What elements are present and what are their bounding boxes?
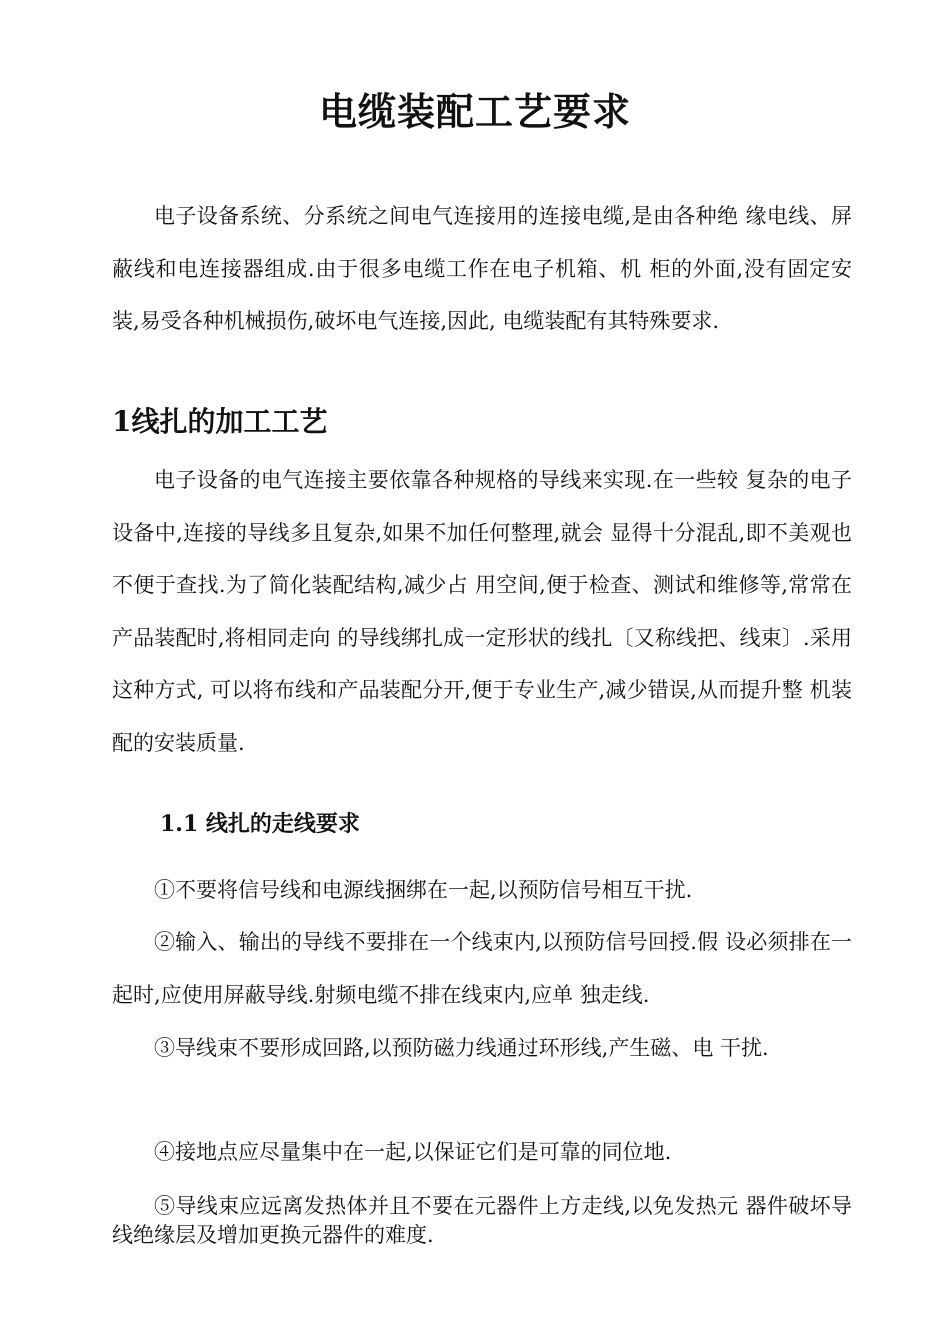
requirement-item-2: ②输入、输出的导线不要排在一个线束内,以预防信号回授.假 设必须排在一起时,应使用屏蔽导线.射频电缆不排在线束内,应单 独走线.	[112, 930, 852, 1007]
requirement-item-1: ①不要将信号线和电源线捆绑在一起,以预防信号相互干扰.	[154, 878, 693, 902]
requirement-item-5: ⑤导线束应远离发热体并且不要在元器件上方走线,以免发热元 器件破坏导线绝缘层及增加更换元器件的难度.	[112, 1194, 852, 1247]
section-1-paragraph: 电子设备的电气连接主要依靠各种规格的导线来实现.在一些较 复杂的电子设备中,连接的导线多且复杂,如果不加任何整理,就会 显得十分混乱,即不美观也不便于查找.为了简化装配结构,减少占 用空间,便于检查、测试和维修等,常常在产品装配时,将相同走向 的导线绑扎成一定形状的线扎〔又称线把、线束〕.采用这种方式, 可以将布线和产品装配分开,便于专业生产,减少错误,从而提升整 机装配的安装质量.	[112, 468, 852, 755]
document-title: 电缆装配工艺要求	[318, 89, 631, 134]
requirement-item-4: ④接地点应尽量集中在一起,以保证它们是可靠的同位地.	[154, 1140, 672, 1164]
intro-paragraph: 电子设备系统、分系统之间电气连接用的连接电缆,是由各种绝 缘电线、屏蔽线和电连接器组成.由于很多电缆工作在电子机箱、机 柜的外面,没有固定安装,易受各种机械损伤,破坏电气连接,因此, 电缆装配有其特殊要求.	[112, 204, 852, 333]
requirement-item-3: ③导线束不要形成回路,以预防磁力线通过环形线,产生磁、电 干扰.	[154, 1036, 769, 1060]
section-1-1-heading: 1.1 线扎的走线要求	[160, 811, 360, 837]
section-1-heading: 1线扎的加工工艺	[112, 405, 328, 438]
